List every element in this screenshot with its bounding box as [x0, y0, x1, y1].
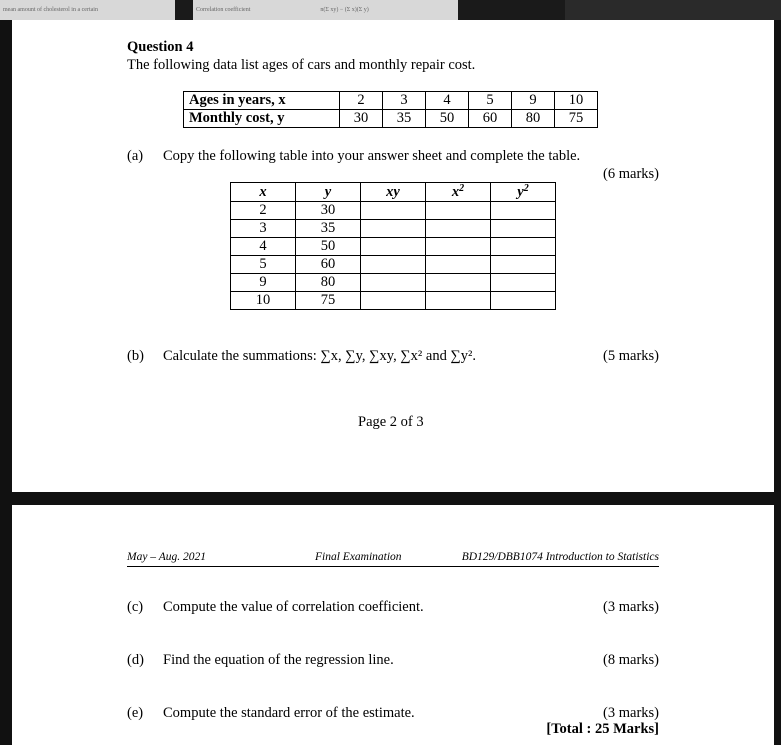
y-cell: 50 — [296, 238, 361, 256]
empty-cell — [361, 220, 426, 238]
part-c-marks: (3 marks) — [603, 599, 659, 615]
header-y-squared — [491, 183, 556, 202]
x-cell: 4 — [231, 238, 296, 256]
part-e-text: Compute the standard error of the estimate. — [163, 705, 415, 721]
work-table-header — [231, 183, 556, 202]
prev-page-fragment-mid — [193, 0, 458, 20]
empty-cell — [361, 238, 426, 256]
cost-cell: 35 — [383, 110, 426, 128]
y-cell: 30 — [296, 202, 361, 220]
x-cell: 9 — [231, 274, 296, 292]
header-x: x — [231, 183, 296, 202]
part-e-marks: (3 marks) — [603, 705, 659, 721]
table-row — [231, 274, 556, 292]
table-row — [231, 202, 556, 220]
part-d-text: Find the equation of the regression line. — [163, 652, 394, 668]
header-base: y — [517, 184, 524, 200]
fragment-text: Correlation coefficient — [196, 7, 251, 13]
question-title: Question 4 — [127, 39, 194, 55]
y-cell: 75 — [296, 292, 361, 310]
empty-cell — [426, 292, 491, 310]
x-cell: 10 — [231, 292, 296, 310]
superscript: 2 — [459, 183, 465, 194]
empty-cell — [426, 238, 491, 256]
empty-cell — [491, 256, 556, 274]
part-c-text: Compute the value of correlation coefficient. — [163, 599, 424, 615]
part-c-label: (c) — [127, 599, 144, 615]
cost-cell: 50 — [426, 110, 469, 128]
age-cell: 9 — [512, 92, 555, 110]
document-page-2 — [12, 505, 774, 745]
part-a-label: (a) — [127, 148, 144, 164]
header-exam: Final Examination — [315, 551, 402, 563]
header-date: May – Aug. 2021 — [127, 551, 207, 563]
document-page-1 — [12, 20, 774, 492]
table-row — [231, 292, 556, 310]
superscript: 2 — [523, 183, 529, 194]
cost-cell: 30 — [340, 110, 383, 128]
table-row — [231, 220, 556, 238]
age-cell: 10 — [555, 92, 598, 110]
empty-cell — [426, 220, 491, 238]
row-label-ages: Ages in years, x — [184, 92, 340, 110]
part-e-label: (e) — [127, 705, 144, 721]
y-cell: 80 — [296, 274, 361, 292]
page-number: Page 2 of 3 — [358, 414, 424, 430]
empty-cell — [491, 274, 556, 292]
header-base: x — [451, 184, 460, 200]
question-intro: The following data list ages of cars and monthly repair cost. — [127, 57, 476, 73]
background-strip — [0, 0, 781, 20]
header-xy: xy — [361, 183, 426, 202]
table-row — [231, 256, 556, 274]
age-cell: 2 — [340, 92, 383, 110]
empty-cell — [361, 256, 426, 274]
empty-cell — [491, 220, 556, 238]
cost-cell: 60 — [469, 110, 512, 128]
empty-cell — [361, 202, 426, 220]
empty-cell — [361, 292, 426, 310]
prev-page-fragment-right — [565, 0, 781, 20]
age-cell: 4 — [426, 92, 469, 110]
x-cell: 5 — [231, 256, 296, 274]
part-d-marks: (8 marks) — [603, 652, 659, 668]
part-a-marks: (6 marks) — [603, 166, 659, 182]
header-x-squared — [426, 183, 491, 202]
part-b-text: Calculate the summations: ∑x, ∑y, ∑xy, ∑x² and ∑y². — [163, 348, 477, 364]
empty-cell — [491, 238, 556, 256]
page-header-line — [127, 551, 659, 567]
table-row-costs — [184, 110, 598, 128]
part-d-label: (d) — [127, 652, 144, 668]
prev-page-fragment-left — [0, 0, 175, 20]
part-b-label: (b) — [127, 348, 144, 364]
header-course: BD129/DBB1074 Introduction to Statistics — [461, 551, 659, 563]
x-cell: 3 — [231, 220, 296, 238]
part-b-marks: (5 marks) — [603, 348, 659, 364]
empty-cell — [491, 202, 556, 220]
part-a-text: Copy the following table into your answer sheet and complete the table. — [163, 148, 581, 164]
age-cell: 5 — [469, 92, 512, 110]
empty-cell — [426, 202, 491, 220]
total-marks: [Total : 25 Marks] — [546, 721, 659, 737]
table-row-ages — [184, 92, 598, 110]
cost-cell: 75 — [555, 110, 598, 128]
work-table — [230, 182, 556, 310]
age-cell: 3 — [383, 92, 426, 110]
fragment-text: mean amount of cholesterol in a certain — [3, 7, 98, 13]
empty-cell — [426, 274, 491, 292]
empty-cell — [361, 274, 426, 292]
y-cell: 35 — [296, 220, 361, 238]
data-table — [183, 91, 598, 128]
header-y: y — [296, 183, 361, 202]
table-row — [231, 238, 556, 256]
row-label-costs: Monthly cost, y — [184, 110, 340, 128]
cost-cell: 80 — [512, 110, 555, 128]
empty-cell — [491, 292, 556, 310]
fragment-formula: n(Σ xy) − (Σ x)(Σ y) — [320, 7, 369, 13]
empty-cell — [426, 256, 491, 274]
y-cell: 60 — [296, 256, 361, 274]
x-cell: 2 — [231, 202, 296, 220]
